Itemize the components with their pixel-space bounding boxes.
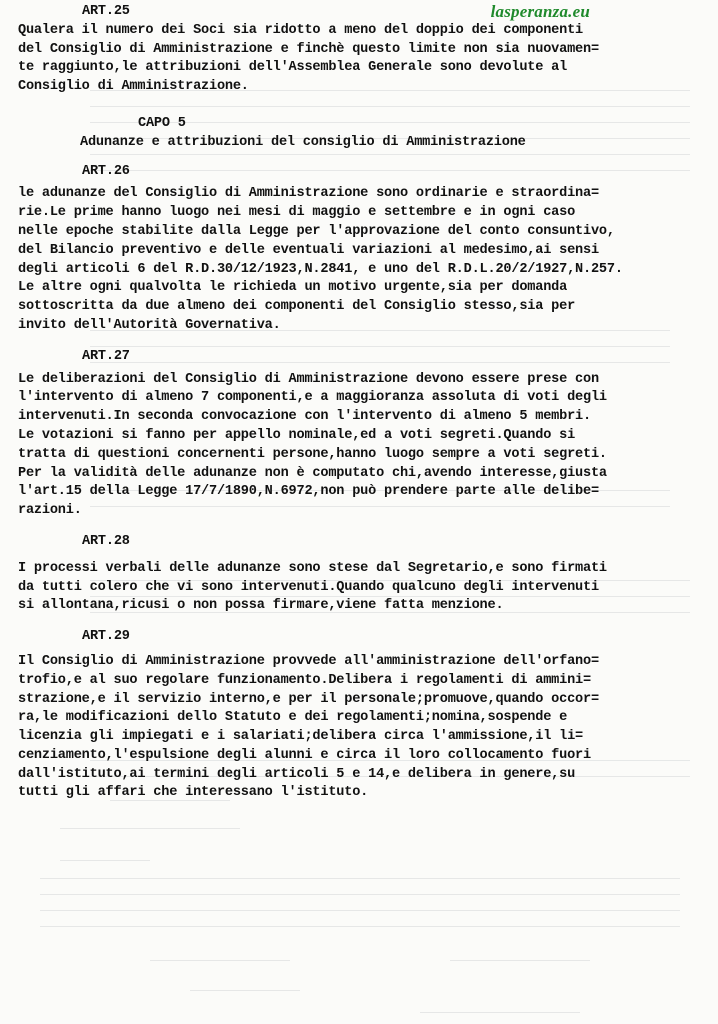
site-watermark: lasperanza.eu <box>490 2 590 21</box>
article-heading: ART.29 <box>82 629 130 645</box>
text-line: Qualera il numero dei Soci sia ridotto a meno del doppio dei componenti <box>18 22 583 38</box>
text-line: I processi verbali delle adunanze sono stese dal Segretario,e sono firmati <box>18 560 607 576</box>
text-line: strazione,e il servizio interno,e per il personale;promuove,quando occor= <box>18 691 599 707</box>
statute-text <box>18 0 708 803</box>
text-line: si allontana,ricusi o non possa firmare,viene fatta menzione. <box>18 598 504 614</box>
text-line: rie.Le prime hanno luogo nei mesi di maggio e settembre e in ogni caso <box>18 205 576 221</box>
text-line: l'intervento di almeno 7 componenti,e a maggioranza assoluta di voti degli <box>18 390 607 406</box>
article-26-body <box>18 185 708 335</box>
article-25-body <box>18 22 708 97</box>
text-line: del Consiglio di Amministrazione e finchè questo limite non sia nuovamen= <box>18 41 599 57</box>
text-line: licenzia gli impiegati e i salariati;delibera circa l'ammissione,il li= <box>18 729 583 745</box>
text-line: dall'istituto,ai termini degli articoli 5 e 14,e delibera in genere,su <box>18 766 576 782</box>
chapter-subtitle: Adunanze e attribuzioni del consiglio di Amministrazione <box>80 134 526 150</box>
text-line: Per la validità delle adunanze non è computato chi,avendo interesse,giusta <box>18 465 607 481</box>
chapter-title: CAPO 5 <box>138 115 186 131</box>
text-line: le adunanze del Consiglio di Amministrazione sono ordinarie e straordina= <box>18 186 599 202</box>
text-line: cenziamento,l'espulsione degli alunni e circa il loro collocamento fuori <box>18 747 591 763</box>
text-line: l'art.15 della Legge 17/7/1890,N.6972,non può prendere parte alle delibe= <box>18 484 599 500</box>
text-line: ra,le modificazioni dello Statuto e dei regolamenti;nomina,sospende e <box>18 710 568 726</box>
article-heading: ART.25 <box>82 4 130 19</box>
text-line: da tutti colero che vi sono intervenuti.Quando qualcuno degli intervenuti <box>18 579 599 595</box>
article-heading: ART.28 <box>82 533 130 549</box>
text-line: sottoscritta da due almeno dei componenti del Consiglio stesso,sia per <box>18 299 576 315</box>
text-line: Le altre ogni qualvolta le richieda un motivo urgente,sia per domanda <box>18 280 568 296</box>
text-line: degli articoli 6 del R.D.30/12/1923,N.2841, e uno del R.D.L.20/2/1927,N.257. <box>18 261 623 277</box>
text-line: intervenuti.In seconda convocazione con l'intervento di almeno 5 membri. <box>18 409 591 425</box>
text-line: invito dell'Autorità Governativa. <box>18 317 281 333</box>
article-29-body <box>18 653 708 803</box>
text-line: trofio,e al suo regolare funzionamento.Delibera i regolamenti di ammini= <box>18 672 591 688</box>
text-line: Le votazioni si fanno per appello nominale,ed a voti segreti.Quando si <box>18 427 576 443</box>
text-line: tratta di questioni concernenti persone,hanno luogo sempre a voti segreti. <box>18 446 607 462</box>
text-line: nelle epoche stabilite dalla Legge per l'approvazione del conto consuntivo, <box>18 223 615 239</box>
article-28-body <box>18 560 708 616</box>
text-line: razioni. <box>18 503 82 519</box>
article-27-body <box>18 371 708 521</box>
article-heading: ART.27 <box>82 348 130 364</box>
text-line: te raggiunto,le attribuzioni dell'Assemblea Generale sono devolute al <box>18 60 568 76</box>
text-line: Consiglio di Amministrazione. <box>18 79 249 95</box>
text-line: del Bilancio preventivo e delle eventuali variazioni al medesimo,ai sensi <box>18 242 599 258</box>
text-line: Le deliberazioni del Consiglio di Amministrazione devono essere prese con <box>18 371 599 387</box>
text-line: Il Consiglio di Amministrazione provvede all'amministrazione dell'orfano= <box>18 653 599 669</box>
text-line: tutti gli affari che interessano l'istituto. <box>18 785 369 801</box>
article-heading: ART.26 <box>82 163 130 179</box>
